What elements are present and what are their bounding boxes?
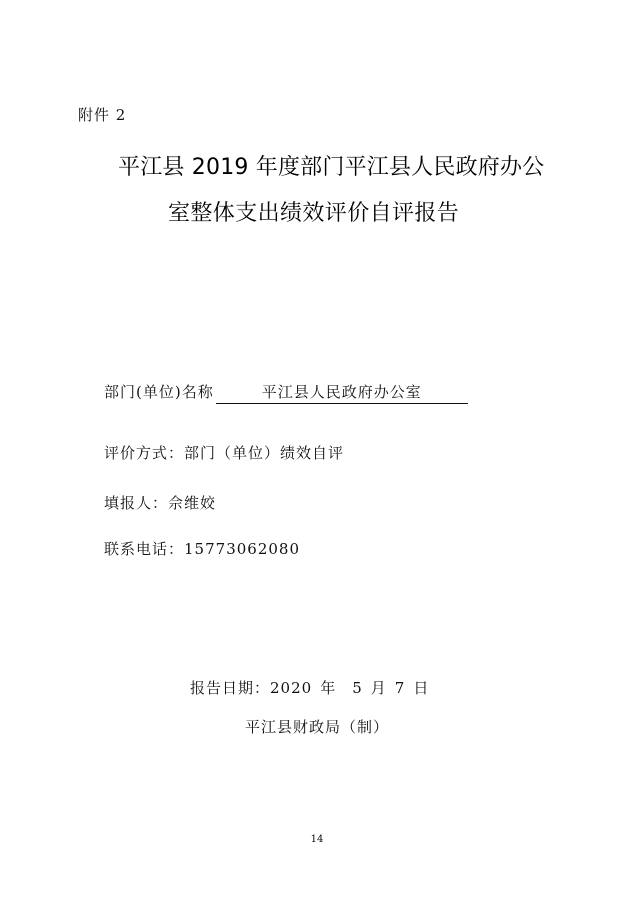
evaluation-method-label: 评价方式：	[104, 444, 185, 462]
report-title-line-1: 平江县 2019 年度部门平江县人民政府办公	[118, 155, 545, 180]
report-date-day: 7	[394, 679, 406, 697]
report-date-label: 报告日期：	[190, 679, 271, 697]
report-title-line-2: 室整体支出绩效评价自评报告	[168, 201, 460, 226]
phone-label: 联系电话：	[104, 540, 185, 558]
report-date-day-unit: 日	[413, 679, 430, 697]
report-date	[190, 677, 429, 698]
attachment-label: 附件 2	[78, 106, 127, 124]
report-date-year: 2020	[270, 679, 313, 697]
phone-field	[104, 538, 300, 559]
filler-field	[104, 492, 216, 513]
issuer: 平江县财政局（制）	[245, 718, 390, 736]
filler-label: 填报人：	[104, 494, 169, 512]
evaluation-method-value: 部门（单位）绩效自评	[184, 444, 345, 462]
report-date-month-unit: 月	[370, 679, 387, 697]
department-value: 平江县人民政府办公室	[216, 381, 468, 404]
phone-value: 15773062080	[184, 540, 300, 558]
report-date-month: 5	[352, 679, 363, 697]
page-number: 14	[310, 834, 324, 845]
evaluation-method-field	[104, 442, 344, 463]
department-label: 部门(单位)名称	[104, 383, 214, 401]
report-date-year-unit: 年	[320, 679, 337, 697]
filler-value: 佘维姣	[168, 494, 217, 512]
department-field	[104, 381, 468, 404]
